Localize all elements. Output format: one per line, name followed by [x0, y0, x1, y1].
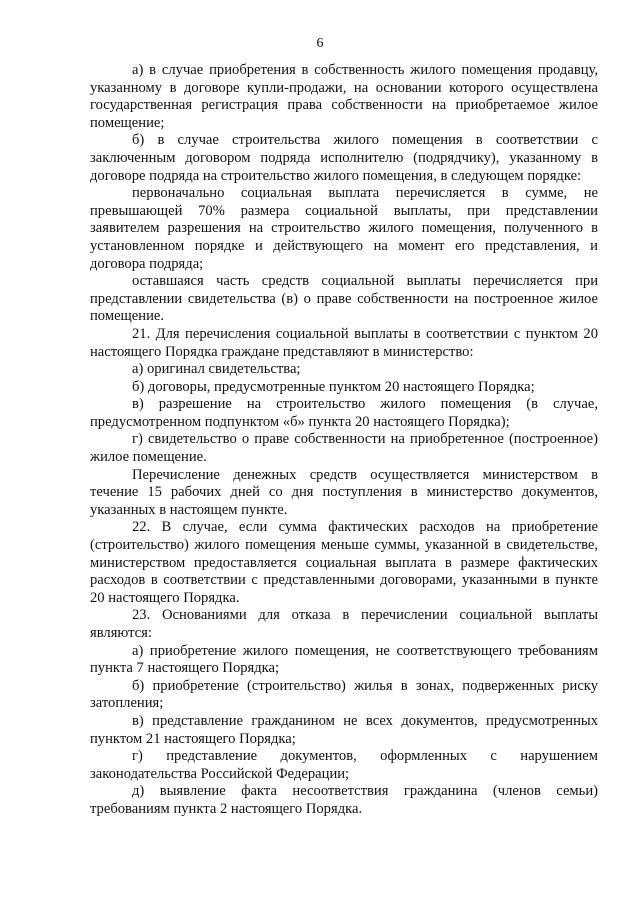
paragraph-22: 22. В случае, если сумма фактических расходов на приобретение (строительство) жилого помещения меньше суммы, указанной в свидетельстве, министерством предоставляется социальная выплата в размере фактических расходов в соответствии с представленными договорами, указанными в пункте 20 настоящего Порядка.	[90, 519, 598, 606]
paragraph-23b: б) приобретение (строительство) жилья в зонах, подверженных риску затопления;	[90, 677, 598, 712]
paragraph-21b: б) договоры, предусмотренные пунктом 20 настоящего Порядка;	[132, 378, 535, 395]
page-number: 6	[316, 36, 324, 51]
paragraph-20a: а) в случае приобретения в собственность жилого помещения продавцу, указанному в договоре купли-продажи, на основании которого осуществлена государственная регистрация права собственности на приобретаемое жилое помещение;	[90, 62, 598, 131]
paragraph-20b-remaining-payment: оставшаяся часть средств социальной выплаты перечисляется при представлении свидетельства (в) о праве собственности на построенное жилое помещение.	[90, 273, 598, 325]
paragraph-21v: в) разрешение на строительство жилого помещения (в случае, предусмотренном подпунктом «б» пункта 20 настоящего Порядка);	[90, 396, 598, 430]
paragraph-23v: в) представление гражданином не всех документов, предусмотренных пунктом 21 настоящего Порядка;	[90, 712, 598, 747]
paragraph-20b-initial-payment: первоначально социальная выплата перечисляется в сумме, не превышающей 70% размера социальной выплаты, при представлении заявителем разрешения на строительство жилого помещения, полученного в установленном порядке и действующего на момент его представления, и договора подряда;	[90, 185, 598, 272]
paragraph-23a: а) приобретение жилого помещения, не соответствующего требованиям пункта 7 настоящего Порядка;	[90, 642, 598, 677]
document-body	[90, 62, 598, 819]
paragraph-21g: г) свидетельство о праве собственности на приобретенное (построенное) жилое помещение.	[90, 431, 598, 466]
paragraph-21: 21. Для перечисления социальной выплаты в соответствии с пунктом 20 настоящего Порядка граждане представляют в министерство:	[90, 325, 598, 360]
paragraph-20b: б) в случае строительства жилого помещения в соответствии с заключенным договором подряда исполнителю (подрядчику), указанному в договоре подряда на строительство жилого помещения, в следующем порядке:	[90, 132, 598, 184]
paragraph-21-transfer-term: Перечисление денежных средств осуществляется министерством в течение 15 рабочих дней со дня поступления в министерство документов, указанных в настоящем пункте.	[90, 466, 598, 518]
paragraph-21a: а) оригинал свидетельства;	[132, 361, 301, 378]
paragraph-23d: д) выявление факта несоответствия гражданина (членов семьи) требованиям пункта 2 настоящего Порядка.	[90, 783, 598, 817]
paragraph-23: 23. Основаниями для отказа в перечислении социальной выплаты являются:	[90, 607, 598, 641]
paragraph-23g: г) представление документов, оформленных с нарушением законодательства Российской Федерации;	[90, 748, 598, 782]
